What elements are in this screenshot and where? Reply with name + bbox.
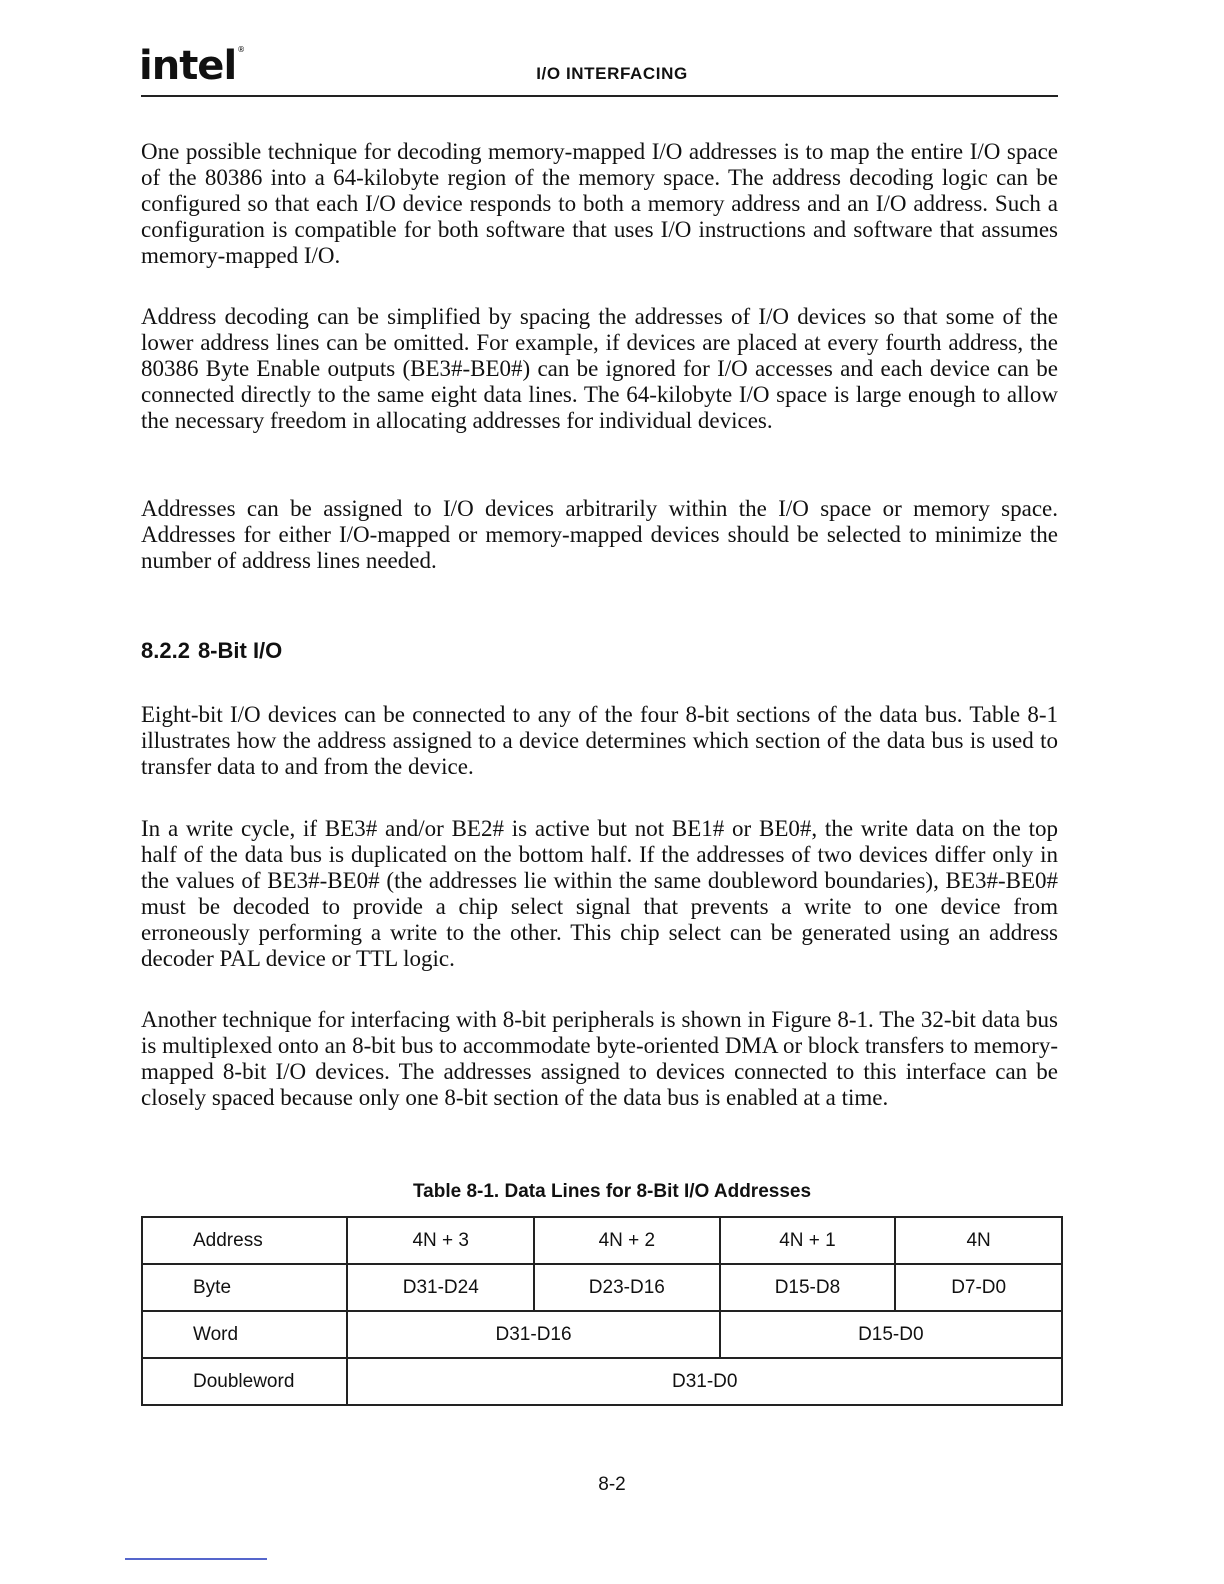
paragraph-address-spacing: Address decoding can be simplified by spacing the addresses of I/O devices so that some of the lower address lines can be omitted. For example, if devices are placed at every fourth address, the 80386 Byte Enable outputs (BE3#-BE0#) can be ignored for I/O accesses and each device can be connected directly to the same eight data lines. The 64-kilobyte I/O space is large enough to allow the necessary freedom in allocating addresses for individual devices. [141, 304, 1058, 433]
page-number: 8-2 [598, 1474, 626, 1495]
table-row-doubleword [142, 1358, 1062, 1405]
paragraph-eight-bit-devices: Eight-bit I/O devices can be connected to any of the four 8-bit sections of the data bus. Table 8-1 illustrates how the address assigned to a device determines which section of the data bus is used to transfer data to and from the device. [141, 702, 1058, 779]
row-label: Doubleword [142, 1358, 347, 1405]
row-label: Address [142, 1217, 347, 1264]
table-cell: 4N + 1 [720, 1217, 896, 1264]
table-cell: D31-D24 [347, 1264, 534, 1311]
section-number: 8.2.2 [141, 638, 190, 663]
table-cell: D15-D0 [720, 1311, 1062, 1358]
running-head: I/O INTERFACING [536, 64, 688, 83]
table-row-word [142, 1311, 1062, 1358]
table-row-byte [142, 1264, 1062, 1311]
logo-wordmark: intel [139, 43, 237, 89]
table-cell: D7-D0 [895, 1264, 1062, 1311]
paragraph-multiplexing-technique: Another technique for interfacing with 8-bit peripherals is shown in Figure 8-1. The 32-bit data bus is multiplexed onto an 8-bit bus to accommodate byte-oriented DMA or block transfers to memory-mapped 8-bit I/O devices. The addresses assigned to devices connected to this interface can be closely spaced because only one 8-bit section of the data bus is enabled at a time. [141, 1007, 1058, 1110]
table-cell: 4N [895, 1217, 1062, 1264]
table-cell: 4N + 2 [534, 1217, 720, 1264]
header-rule [141, 95, 1058, 97]
row-label: Byte [142, 1264, 347, 1311]
paragraph-memory-mapped-decoding: One possible technique for decoding memory-mapped I/O addresses is to map the entire I/O space of the 80386 into a 64-kilobyte region of the memory space. The address decoding logic can be configured so that each I/O device responds to both a memory address and an I/O address. Such a configuration is compatible for both software that uses I/O instructions and software that assumes memory-mapped I/O. [141, 139, 1058, 268]
table-cell: D23-D16 [534, 1264, 720, 1311]
paragraph-write-cycle: In a write cycle, if BE3# and/or BE2# is active but not BE1# or BE0#, the write data on the top half of the data bus is duplicated on the bottom half. If the addresses of two devices differ only in the values of BE3#-BE0# (the addresses lie within the same doubleword boundaries), BE3#-BE0# must be decoded to provide a chip select signal that prevents a write to one device from erroneously performing a write to the other. This chip select can be generated using an address decoder PAL device or TTL logic. [141, 816, 1058, 971]
table-cell: D31-D0 [347, 1358, 1062, 1405]
registered-mark-icon: ® [237, 45, 245, 54]
section-heading [141, 638, 282, 664]
footer-rule [125, 1558, 267, 1560]
row-label: Word [142, 1311, 347, 1358]
data-lines-table [141, 1216, 1063, 1406]
table-caption: Table 8-1. Data Lines for 8-Bit I/O Addresses [412, 1181, 812, 1202]
table-row-address [142, 1217, 1062, 1264]
table-cell: D15-D8 [720, 1264, 896, 1311]
table-cell: D31-D16 [347, 1311, 719, 1358]
table-cell: 4N + 3 [347, 1217, 534, 1264]
paragraph-address-assignment: Addresses can be assigned to I/O devices arbitrarily within the I/O space or memory space. Addresses for either I/O-mapped or memory-mapped devices should be selected to minimize the number of address lines needed. [141, 496, 1058, 573]
section-title: 8-Bit I/O [197, 638, 283, 663]
